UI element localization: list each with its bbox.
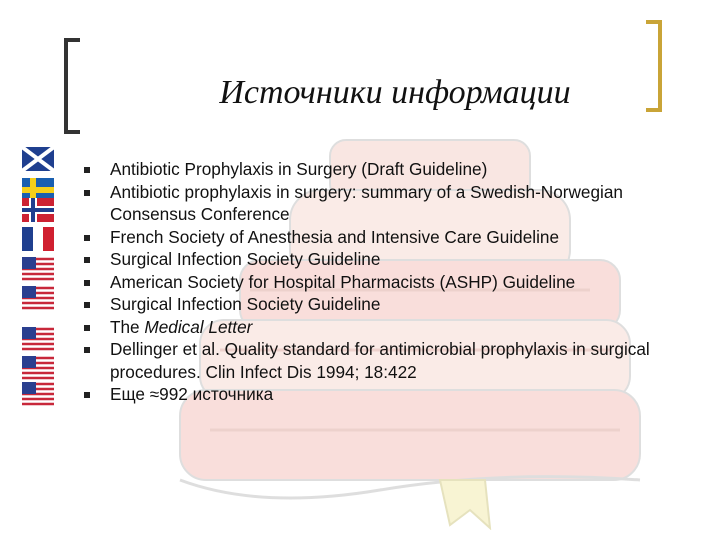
usa-flag-icon — [22, 286, 54, 310]
slide-title: Источники информации — [219, 74, 571, 111]
reference-list — [84, 158, 684, 406]
scotland-flag-icon — [22, 147, 54, 171]
reference-item — [84, 316, 684, 339]
reference-item: Antibiotic Prophylaxis in Surgery (Draft Guideline) — [84, 158, 684, 181]
france-flag-icon — [22, 227, 54, 251]
reference-prefix: The — [110, 316, 145, 337]
reference-item: Antibiotic prophylaxis in surgery: summary of a Swedish-Norwegian Consensus Conference — [84, 181, 684, 226]
reference-italic-title: Medical Letter — [144, 316, 253, 337]
reference-item: Dellinger et al. Quality standard for antimicrobial prophylaxis in surgical procedures. Clin Infect Dis 1994; 18:422 — [84, 338, 684, 383]
usa-flag-icon — [22, 327, 54, 351]
usa-flag-icon — [22, 382, 54, 406]
reference-item: American Society for Hospital Pharmacists (ASHP) Guideline — [84, 271, 684, 294]
norway-flag-icon — [22, 198, 54, 222]
reference-item: Surgical Infection Society Guideline — [84, 248, 684, 271]
reference-item: Surgical Infection Society Guideline — [84, 293, 684, 316]
usa-flag-icon — [22, 356, 54, 380]
reference-item: Еще ≈992 источника — [84, 383, 684, 406]
usa-flag-icon — [22, 257, 54, 281]
reference-item: French Society of Anesthesia and Intensive Care Guideline — [84, 226, 684, 249]
book-bookmark — [440, 480, 490, 528]
